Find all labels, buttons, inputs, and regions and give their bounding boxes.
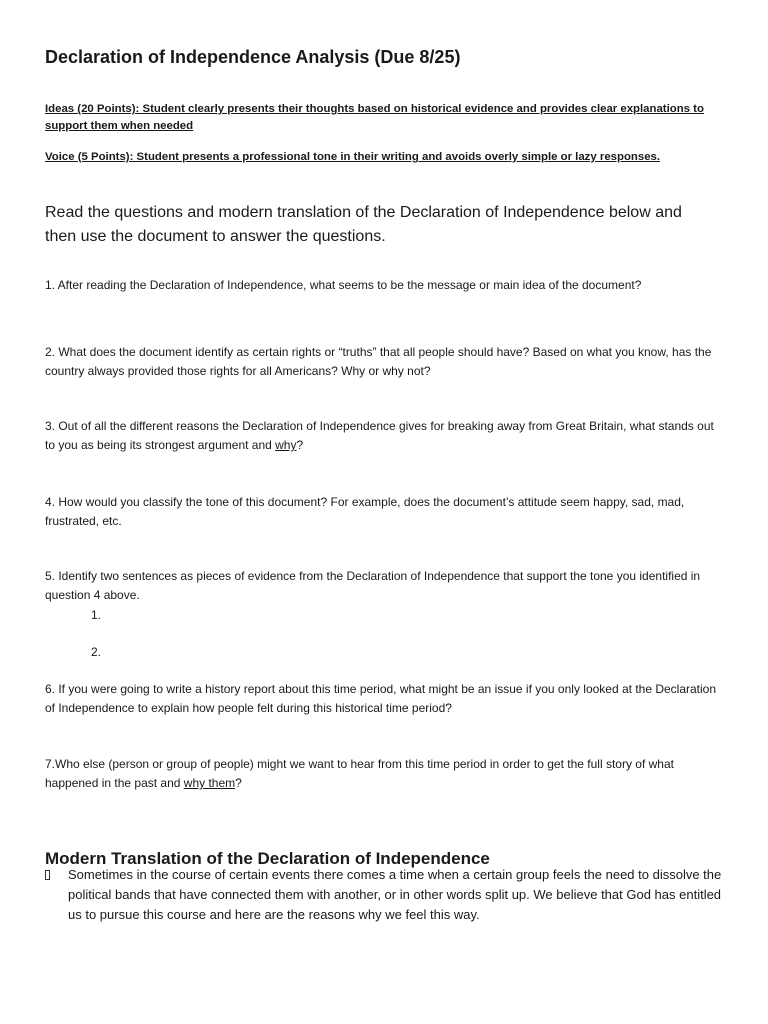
question-5: 5. Identify two sentences as pieces of evidence from the Declaration of Independence that support the tone you identified in question 4 above.	[45, 569, 701, 602]
question-7	[45, 755, 725, 793]
evidence-item-2: 2.	[91, 645, 102, 659]
document-title: Declaration of Independence Analysis (Due 8/25)	[45, 47, 461, 67]
question-7-text: 7.Who else (person or group of people) might we want to hear from this time period in order to get the full story of what happened in the past and	[45, 757, 674, 790]
question-3-emphasis: why	[275, 438, 297, 452]
missing-glyph-icon	[45, 870, 50, 880]
instructions-paragraph: Read the questions and modern translation of the Declaration of Independence below and then use the document to answer the questions.	[45, 204, 682, 245]
question-3-text: 3. Out of all the different reasons the Declaration of Independence gives for breaking away from Great Britain, what stands out to you as being its strongest argument and	[45, 419, 714, 452]
question-7-end: ?	[235, 776, 242, 790]
question-1: 1. After reading the Declaration of Independence, what seems to be the message or main idea of the document?	[45, 278, 642, 292]
question-3-end: ?	[296, 438, 304, 452]
evidence-item-1: 1.	[91, 608, 102, 622]
question-3	[45, 417, 725, 455]
question-7-emphasis: why them	[183, 776, 236, 790]
rubric-ideas: Ideas (20 Points): Student clearly presents their thoughts based on historical evidence and provides clear explanations to support them when needed	[45, 103, 704, 132]
rubric-voice: Voice (5 Points): Student presents a professional tone in their writing and avoids overly simple or lazy responses.	[45, 151, 661, 163]
question-4: 4. How would you classify the tone of this document? For example, does the document’s attitude seem happy, sad, mad, frustrated, etc.	[45, 495, 685, 528]
question-2: 2. What does the document identify as certain rights or “truths” that all people should have? Based on what you know, has the country always provided those rights for all Americans? Why or why not?	[45, 345, 712, 378]
translation-heading: Modern Translation of the Declaration of Independence	[45, 849, 490, 868]
question-6: 6. If you were going to write a history report about this time period, what might be an issue if you only looked at the Declaration of Independence to explain how people felt during this historical time period?	[45, 682, 717, 715]
translation-paragraph-1: Sometimes in the course of certain events there comes a time when a certain group feels the need to dissolve the political bands that have connected them with another, or in other words split up. We believe that God has entitled us to pursue this course and here are the reasons why we feel this way.	[68, 867, 722, 922]
